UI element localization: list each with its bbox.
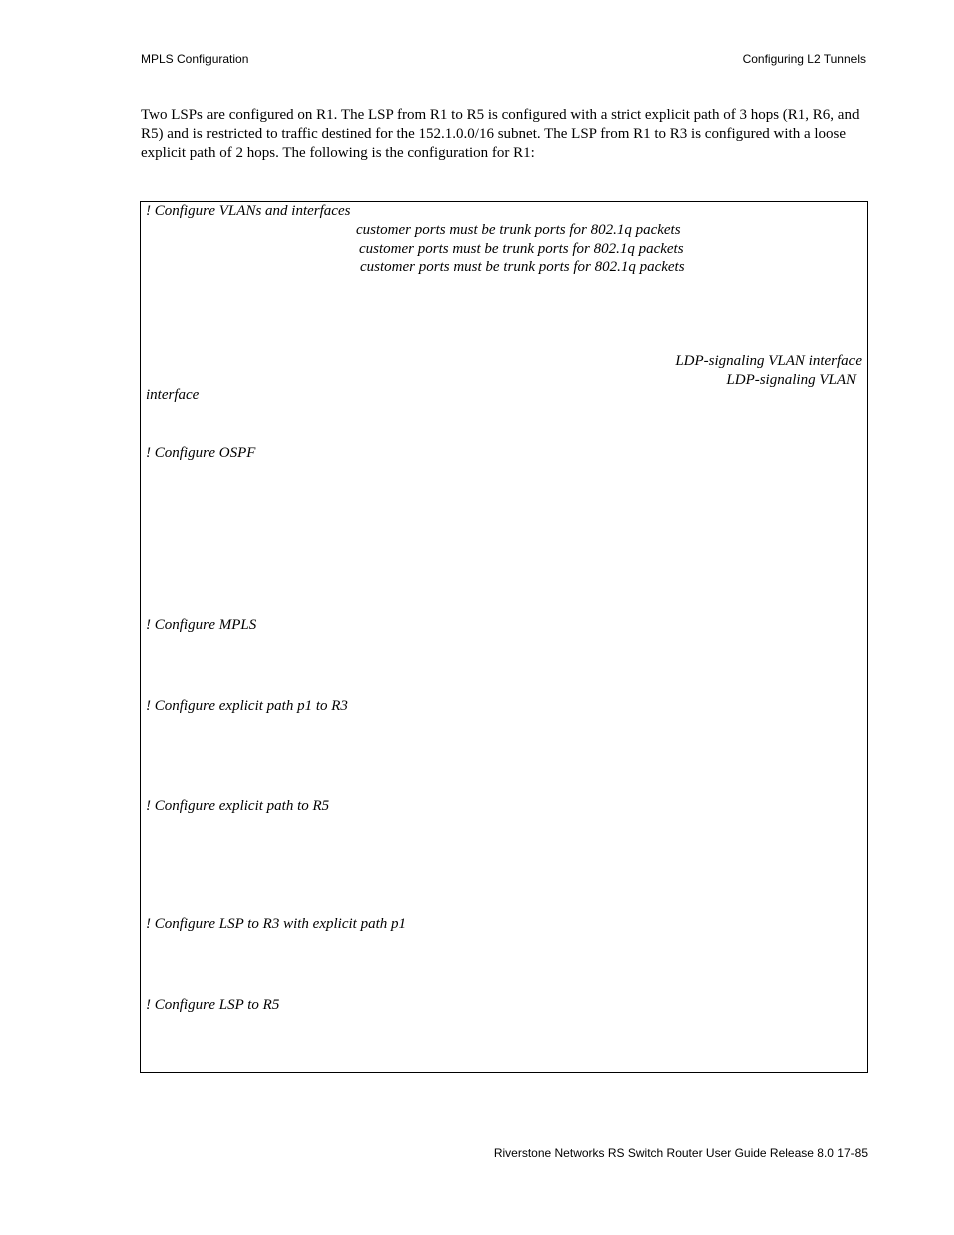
comment-lsp-r5: ! Configure LSP to R5 (146, 997, 280, 1013)
running-header-left: MPLS Configuration (141, 52, 249, 66)
comment-ldp-vlan-interface-2-cont: interface (146, 387, 200, 403)
comment-explicit-path-r5: ! Configure explicit path to R5 (146, 798, 330, 814)
comment-explicit-path-p1: ! Configure explicit path p1 to R3 (146, 698, 348, 714)
comment-trunk-ports-3: customer ports must be trunk ports for 802.1q packets (360, 259, 685, 275)
config-listing-box (140, 201, 868, 1073)
comment-lsp-r3: ! Configure LSP to R3 with explicit path p1 (146, 916, 406, 932)
intro-paragraph: Two LSPs are configured on R1. The LSP from R1 to R5 is configured with a strict explicit path of 3 hops (R1, R6, and R5) and is restricted to traffic destined for the 152.1.0.0/16 subnet. The LSP from R1 to R3 is configured with a loose explicit path of 2 hops. The following is the configuration for R1: (141, 107, 860, 161)
comment-trunk-ports-1: customer ports must be trunk ports for 802.1q packets (356, 222, 681, 238)
running-header-right: Configuring L2 Tunnels (742, 52, 866, 66)
comment-configure-mpls: ! Configure MPLS (146, 617, 257, 633)
comment-trunk-ports-2: customer ports must be trunk ports for 802.1q packets (359, 241, 684, 257)
comment-ldp-vlan-interface-2: LDP-signaling VLAN (726, 372, 856, 388)
comment-configure-vlans: ! Configure VLANs and interfaces (146, 203, 351, 219)
running-footer: Riverstone Networks RS Switch Router User Guide Release 8.0 17-85 (493, 1146, 868, 1160)
comment-configure-ospf: ! Configure OSPF (146, 445, 256, 461)
comment-ldp-vlan-interface-1: LDP-signaling VLAN interface (675, 353, 862, 369)
